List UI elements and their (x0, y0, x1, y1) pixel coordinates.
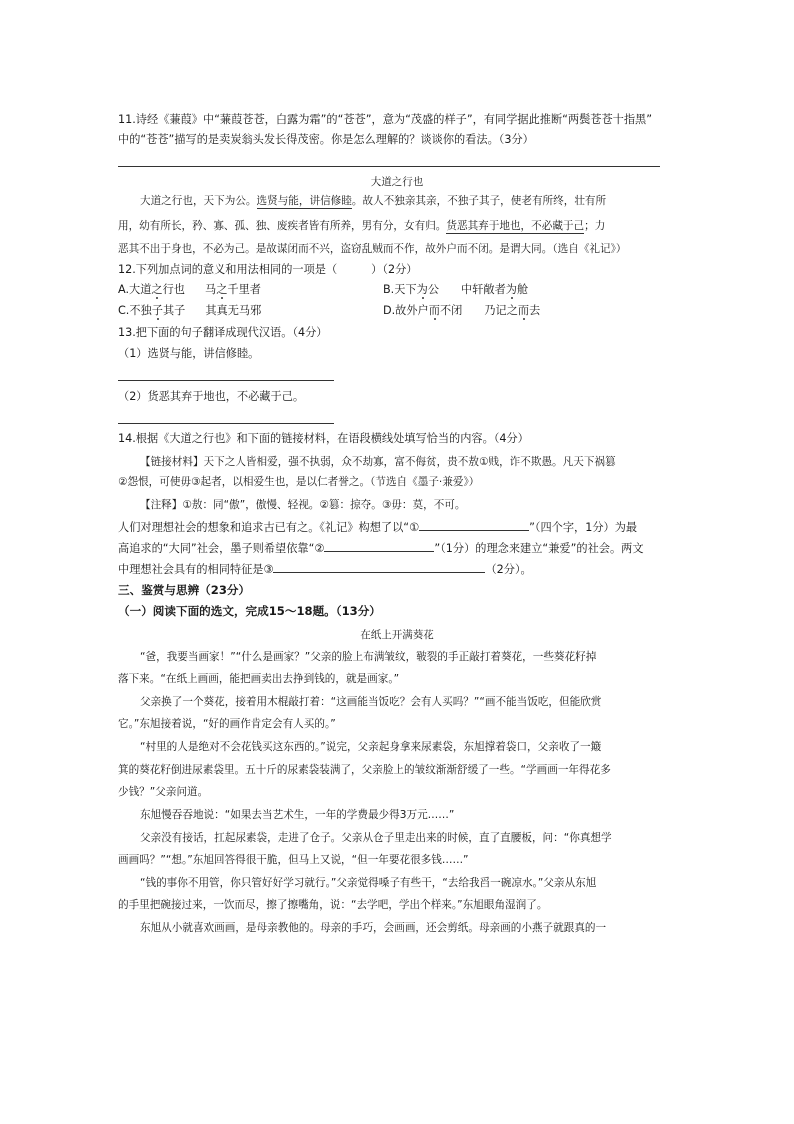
passage-line-2 (118, 219, 605, 233)
option-text: C.不独 (118, 304, 152, 317)
answer-line (118, 166, 660, 167)
option-text: 乃记之 (484, 304, 518, 317)
underlined-sentence-1: 选贤与能，讲信修睦 (256, 195, 352, 207)
fill-text: 高追求的“大同”社会，墨子则希望依靠“② (118, 542, 325, 555)
q11-line-1: 11.诗经《蒹葭》中“蒹葭苍苍，白露为霜”的“苍苍”，意为“茂盛的样子”，有同学据此推断“两鬓苍苍十指黑” (118, 113, 653, 126)
story-line: 东旭从小就喜欢画画，是母亲教他的。母亲的手巧，会画画，还会剪纸。母亲画的小燕子就跟真的一 (140, 922, 607, 934)
dotted-char: 之 (151, 283, 163, 296)
fill-text: ”（1分）的理念来建立“兼爱”的社会。两文 (434, 542, 644, 555)
fill-blank-2[interactable] (324, 540, 434, 552)
option-text: B.天下 (383, 283, 417, 296)
option-text: 马 (204, 283, 217, 296)
story-line: “钱的事你不用管，你只管好好学习就行。”父亲觉得嗓子有些干，“去给我舀一碗凉水。”父亲从东旭 (140, 877, 597, 889)
q14-note: 【注释】①敖：同“傲”，傲慢、轻视。②篡：掠夺。③毋：莫，不可。 (140, 499, 466, 511)
option-text: 千里者 (227, 283, 261, 296)
q14-stem: 14.根据《大道之行也》和下面的链接材料，在语段横线处填写恰当的内容。（4分） (118, 432, 529, 445)
q12-stem-end: ）（2分） (371, 263, 418, 276)
story-line: 落下来。“在纸上画画，能把画卖出去挣到钱的，就是画家。” (118, 673, 400, 685)
story-line: 画画吗？”“想。”东旭回答得很干脆，但马上又说，“但一年要花很多钱……” (118, 854, 469, 866)
q14-link-line-2: ②怨恨，可使毋③起者，以相爱生也，是以仁者誉之。（节选自《墨子·兼爱》） (118, 476, 480, 488)
answer-line[interactable] (118, 380, 334, 381)
story-line: 父亲没有接话，扛起尿素袋，走进了仓子。父亲从仓子里走出来的时候，直了直腰板，问：“你真想学 (140, 832, 612, 844)
story-title: 在纸上开满葵花 (360, 629, 434, 641)
story-line: 父亲换了一个葵花，接着用木棍敲打着：“这画能当饭吃？会有人买吗？”“画不能当饭吃，但能欣赏 (140, 696, 602, 708)
q11-line-2: 中的“苍苍”描写的是卖炭翁头发长得茂密。你是怎么理解的？谈谈你的看法。（3分） (118, 133, 534, 146)
story-line: “爸，我要当画家！”“什么是画家？”父亲的脸上布满皱纹，皲裂的手正敲打着葵花，一些葵花籽掉 (140, 651, 597, 663)
fill-blank-3[interactable] (273, 561, 485, 573)
option-text: 中轩敞者 (461, 283, 506, 296)
passage-text: 。故人不独亲其亲，不独子其子，使老有所终，壮有所 (351, 195, 607, 207)
option-text: 行也 (162, 283, 185, 296)
section-heading: 三、鉴赏与思辨（23分） (118, 583, 251, 597)
option-text: A.大道 (118, 283, 152, 296)
dotted-char: 之 (216, 283, 228, 296)
q12-stem (118, 263, 417, 277)
fill-blank-1[interactable] (419, 519, 529, 531)
story-line: 它。”东旭接着说，“好的画作肯定会有人买的。” (118, 718, 336, 730)
passage-title: 大道之行也 (370, 176, 424, 188)
dotted-char: 而 (517, 304, 530, 317)
dotted-char: 而 (428, 304, 440, 317)
passage-line-1 (140, 194, 606, 208)
story-line: “村里的人是绝对不会花钱买这东西的。”说完，父亲起身拿来尿素袋，东旭撑着袋口，父亲收了一簸 (140, 741, 602, 753)
q12-stem-text: 12.下列加点词的意义和用法相同的一项是（ (118, 263, 338, 276)
fill-text: ”（四个字，1分）为最 (529, 521, 638, 534)
story-line: 东旭慢吞吞地说：“如果去当艺术生，一年的学费最少得3万元……” (140, 809, 455, 821)
q14-fill-line-2 (118, 540, 644, 556)
option-text: 去 (529, 304, 541, 317)
fill-text: （2分）。 (485, 563, 532, 576)
passage-line-3: 恶其不出于身也，不必为己。是故谋闭而不兴，盗窃乱贼而不作，故外户而不闭。是谓大同。（选自《礼记》） (118, 243, 627, 255)
sub-section-heading: （一）阅读下面的选文，完成15～18题。（13分） (118, 604, 381, 618)
q14-fill-line-3 (118, 561, 532, 577)
dotted-char: 为 (505, 283, 517, 296)
passage-text: 大道之行也，天下为公。 (140, 195, 257, 207)
answer-line[interactable] (118, 423, 334, 424)
passage-text: ；力 (584, 220, 606, 232)
option-text: 舱 (516, 283, 529, 296)
option-text: 公 (427, 283, 440, 296)
option-text: 不闭 (439, 304, 463, 317)
fill-text: 中理想社会具有的相同特征是③ (118, 563, 274, 576)
q14-fill-line-1 (118, 519, 637, 535)
option-text: 其子 (162, 304, 186, 317)
q12-option-a (118, 283, 261, 297)
story-line: 少钱？”父亲问道。 (118, 786, 209, 798)
dotted-char: 为 (416, 283, 428, 296)
option-text: D.故外户 (383, 304, 429, 317)
underlined-sentence-2: 货恶其弃于地也，不必藏于己 (446, 220, 585, 232)
passage-text: 用，幼有所长，矜、寡、孤、独、废疾者皆有所养，男有分，女有归。 (118, 220, 447, 232)
q13-sentence-1: （1）选贤与能，讲信修睦。 (118, 347, 260, 360)
q12-option-d (383, 304, 540, 318)
q12-option-c (118, 304, 261, 318)
fill-text: 人们对理想社会的想象和追求古已有之。《礼记》构想了以“① (118, 521, 420, 534)
q12-option-b (383, 283, 528, 297)
q13-stem: 13.把下面的句子翻译成现代汉语。（4分） (118, 326, 328, 339)
option-text: 其真无马邪 (205, 304, 262, 317)
dotted-char: 子 (151, 304, 163, 317)
q13-sentence-2: （2）货恶其弃于地也，不必藏于己。 (118, 390, 305, 403)
q14-link-line-1: 【链接材料】天下之人皆相爱，强不执弱，众不劫寡，富不侮贫，贵不敖①贱，诈不欺愚。凡天下祸篡 (140, 456, 616, 468)
story-line: 的手里把碗接过来，一饮而尽，擦了擦嘴角，说：“去学吧，学出个样来。”东旭眼角湿润了。 (118, 899, 548, 911)
story-line: 箕的葵花籽倒进尿素袋里。五十斤的尿素袋装满了，父亲脸上的皱纹渐渐舒缓了一些。“学画画一年得花多 (118, 764, 611, 776)
